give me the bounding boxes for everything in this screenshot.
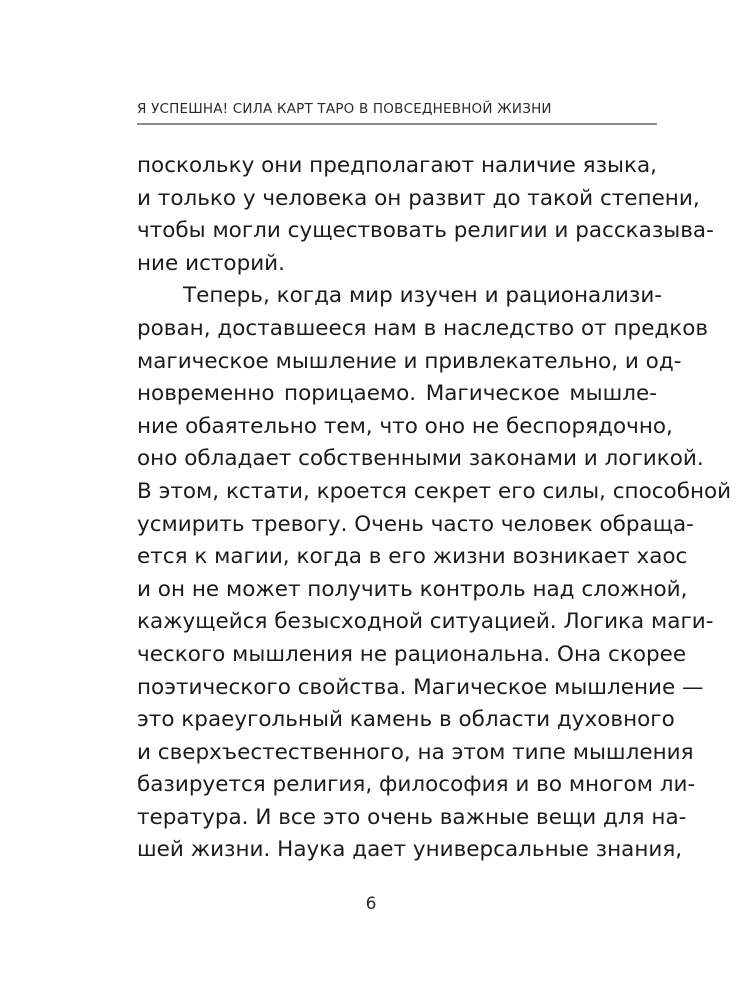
text-line: это краеугольный камень в области духовного — [137, 707, 675, 733]
running-header: Я УСПЕШНА! СИЛА КАРТ ТАРО В ПОВСЕДНЕВНОЙ ЖИЗНИ — [137, 101, 552, 117]
text-line: ние историй. — [137, 250, 285, 276]
text-line: оно обладает собственными законами и логикой. — [137, 446, 704, 472]
text-line: базируется религия, философия и во многом ли- — [137, 772, 696, 798]
text-line: и только у человека он развит до такой степени, — [137, 185, 700, 211]
text-line: кажущейся безысходной ситуацией. Логика маги- — [137, 609, 714, 635]
text-line: рован, доставшееся нам в наследство от предков — [137, 315, 709, 341]
text-line: ется к магии, когда в его жизни возникает хаос — [137, 544, 688, 570]
text-line: поскольку они предполагают наличие языка, — [137, 153, 658, 178]
text-line: и он не может получить контроль над сложной, — [137, 576, 688, 602]
text-line: ческого мышления не рациональна. Она скорее — [137, 641, 687, 667]
text-line: шей жизни. Наука дает универсальные знания, — [137, 837, 683, 863]
text-line: чтобы могли существовать религии и рассказыва- — [137, 218, 714, 244]
body-text — [137, 150, 732, 867]
text-line: новременно порицаемо. Магическое мышле- — [137, 381, 657, 407]
text-line: Теперь, когда мир изучен и рационализи- — [183, 283, 663, 309]
text-line: В этом, кстати, кроется секрет его силы, способной — [137, 478, 732, 504]
text-line: магическое мышление и привлекательно, и од- — [137, 348, 682, 374]
text-line: ние обаятельно тем, что оно не беспорядочно, — [137, 413, 673, 439]
text-line: усмирить тревогу. Очень часто человек обраща- — [137, 511, 694, 537]
page-number: 6 — [365, 894, 377, 914]
text-line: поэтического свойства. Магическое мышление — — [137, 674, 704, 700]
header-divider — [137, 123, 657, 125]
text-line: и сверхъестественного, на этом типе мышления — [137, 739, 694, 765]
text-line: тература. И все это очень важные вещи для на- — [137, 804, 687, 830]
